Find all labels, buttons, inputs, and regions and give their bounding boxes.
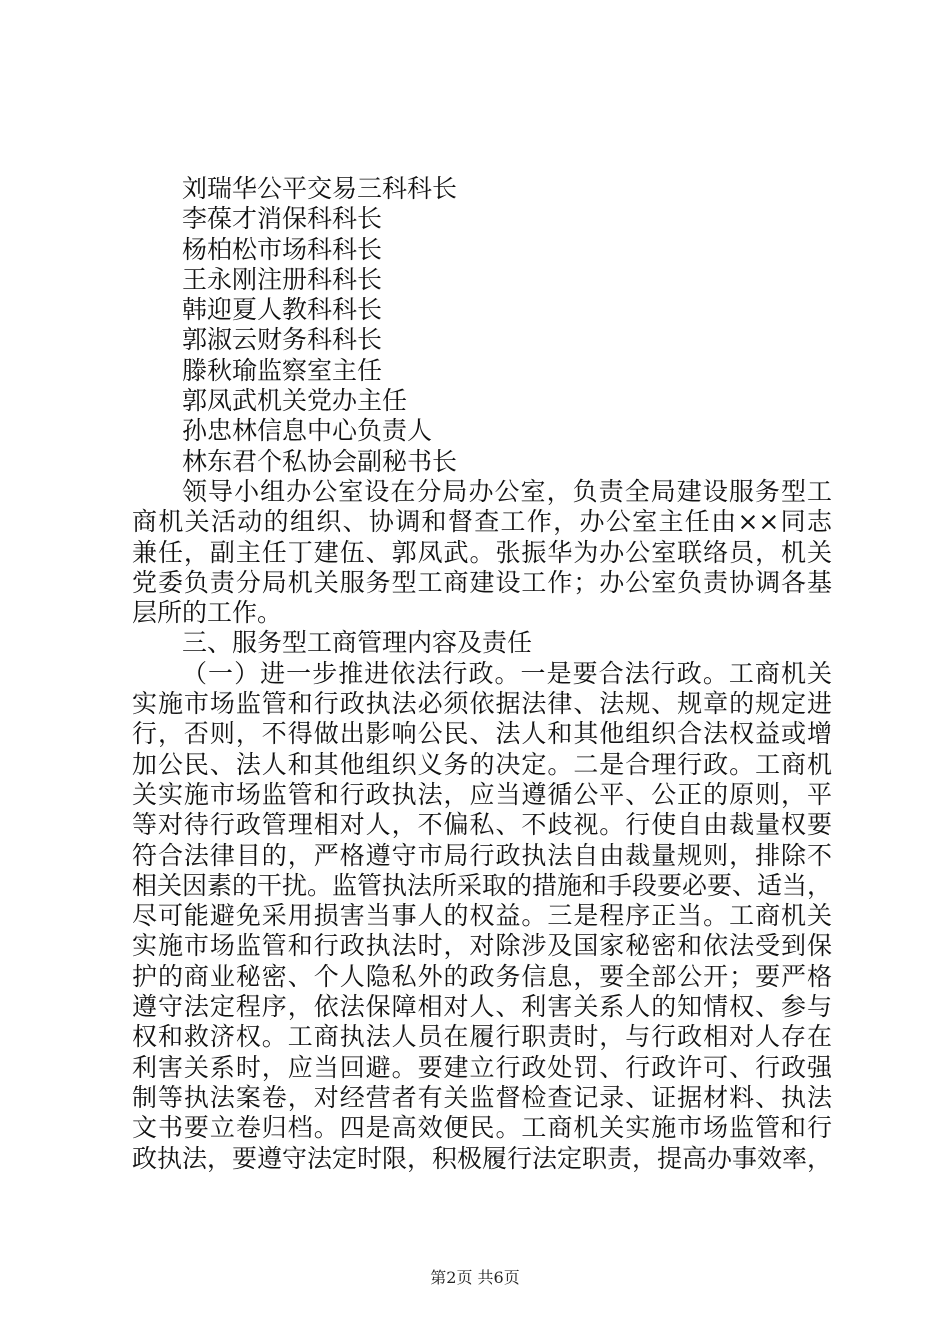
member-line: 刘瑞华公平交易三科科长 xyxy=(182,174,458,203)
page-footer: 第2页 共6页 xyxy=(430,1268,520,1287)
member-line: 郭淑云财务科科长 xyxy=(182,325,383,355)
paragraph-line: 商机关活动的组织、协调和督查工作，办公室主任由××同志 xyxy=(132,507,832,537)
document-body xyxy=(132,174,832,1174)
paragraph-line: 遵守法定程序，依法保障相对人、利害关系人的知情权、参与 xyxy=(132,992,832,1022)
member-line: 杨柏松市场科科长 xyxy=(182,234,383,264)
paragraph-line: 实施市场监管和行政执法必须依据法律、法规、规章的规定进 xyxy=(132,689,832,719)
paragraph-line: 兼任，副主任丁建伍、郭凤武。张振华为办公室联络员，机关 xyxy=(132,537,832,567)
paragraph-line: 关实施市场监管和行政执法，应当遵循公平、公正的原则，平 xyxy=(132,779,832,809)
paragraph-line: 文书要立卷归档。四是高效便民。工商机关实施市场监管和行 xyxy=(132,1113,832,1143)
member-line: 韩迎夏人教科科长 xyxy=(182,295,383,325)
paragraph-line: 实施市场监管和行政执法时，对除涉及国家秘密和依法受到保 xyxy=(132,931,832,961)
member-line: 滕秋瑜监察室主任 xyxy=(182,355,383,385)
member-line: 林东君个私协会副秘书长 xyxy=(182,446,458,476)
section-heading: 三、服务型工商管理内容及责任 xyxy=(182,628,533,658)
paragraph-line: （一）进一步推进依法行政。一是要合法行政。工商机关 xyxy=(182,658,832,688)
paragraph-line: 护的商业秘密、个人隐私外的政务信息，要全部公开；要严格 xyxy=(132,961,832,991)
paragraph-line: 等对待行政管理相对人，不偏私、不歧视。行使自由裁量权要 xyxy=(132,810,832,840)
paragraph-line: 制等执法案卷，对经营者有关监督检查记录、证据材料、执法 xyxy=(132,1082,832,1112)
member-line: 郭凤武机关党办主任 xyxy=(182,386,408,416)
paragraph-line: 政执法，要遵守法定时限，积极履行法定职责，提高办事效率， xyxy=(132,1143,832,1173)
member-line: 孙忠林信息中心负责人 xyxy=(182,416,433,446)
paragraph-line: 加公民、法人和其他组织义务的决定。二是合理行政。工商机 xyxy=(132,749,832,779)
paragraph-line: 党委负责分局机关服务型工商建设工作；办公室负责协调各基 xyxy=(132,567,832,597)
paragraph-line: 领导小组办公室设在分局办公室，负责全局建设服务型工 xyxy=(182,476,832,506)
paragraph-line: 相关因素的干扰。监管执法所采取的措施和手段要必要、适当， xyxy=(132,870,832,900)
paragraph-line: 行，否则，不得做出影响公民、法人和其他组织合法权益或增 xyxy=(132,719,832,749)
member-line: 李葆才消保科科长 xyxy=(182,204,383,234)
paragraph-line: 利害关系时，应当回避。要建立行政处罚、行政许可、行政强 xyxy=(132,1052,832,1082)
paragraph-line: 尽可能避免采用损害当事人的权益。三是程序正当。工商机关 xyxy=(132,901,832,931)
member-line: 王永刚注册科科长 xyxy=(182,264,383,294)
paragraph-line: 符合法律目的，严格遵守市局行政执法自由裁量规则，排除不 xyxy=(132,840,832,870)
paragraph-line: 权和救济权。工商执法人员在履行职责时，与行政相对人存在 xyxy=(132,1022,832,1052)
paragraph-line: 层所的工作。 xyxy=(132,598,283,628)
